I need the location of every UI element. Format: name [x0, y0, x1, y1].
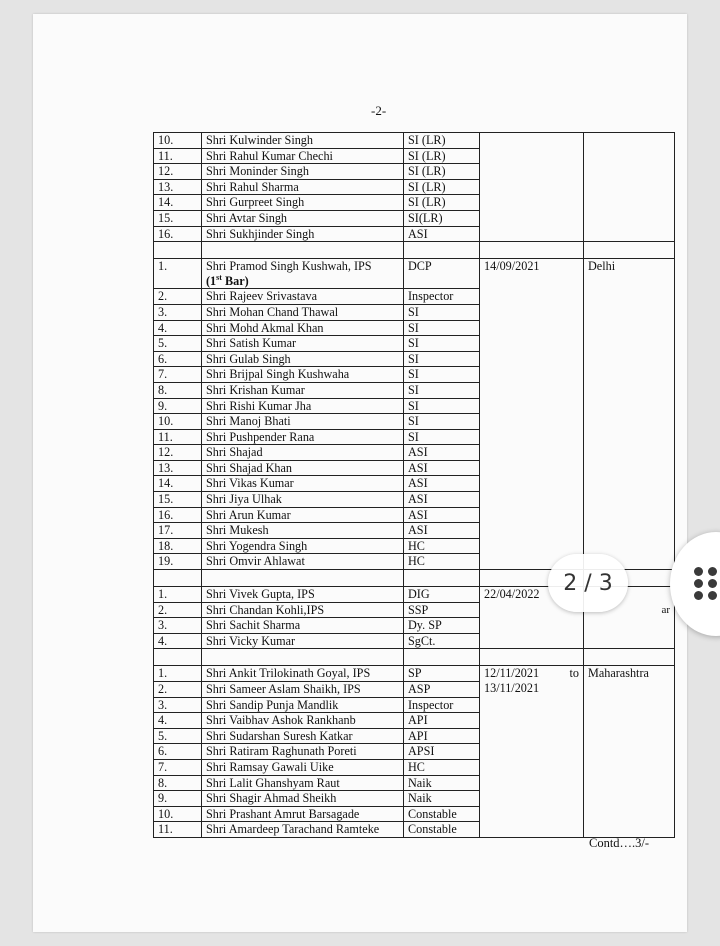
group-separator	[154, 649, 675, 666]
rank: SP	[404, 666, 480, 682]
rank: SI	[404, 351, 480, 367]
award-list-table	[153, 132, 675, 838]
person-name: Shri Satish Kumar	[202, 336, 404, 352]
table-row	[154, 133, 675, 149]
person-name: Shri Sukhjinder Singh	[202, 226, 404, 242]
rank: HC	[404, 554, 480, 570]
serial-number: 4.	[154, 633, 202, 649]
rank: API	[404, 713, 480, 729]
award-date	[480, 133, 584, 242]
rank: Inspector	[404, 697, 480, 713]
person-name: Shri Rishi Kumar Jha	[202, 398, 404, 414]
serial-number: 15.	[154, 210, 202, 226]
person-name: Shri Rajeev Srivastava	[202, 289, 404, 305]
person-name: Shri Yogendra Singh	[202, 538, 404, 554]
rank: ASI	[404, 476, 480, 492]
place-text: ar	[661, 603, 670, 616]
rank: SI (LR)	[404, 195, 480, 211]
person-name-line: Shri Pramod Singh Kushwah, IPS	[206, 259, 372, 274]
person-name: Shri Rahul Kumar Chechi	[202, 148, 404, 164]
bar-label: Bar)	[221, 273, 249, 288]
serial-number: 12.	[154, 445, 202, 461]
serial-number: 13.	[154, 460, 202, 476]
serial-number: 11.	[154, 148, 202, 164]
table-row	[154, 666, 675, 682]
rank: ASI	[404, 507, 480, 523]
rank: SI (LR)	[404, 179, 480, 195]
serial-number: 2.	[154, 602, 202, 618]
person-name: Shri Mohd Akmal Khan	[202, 320, 404, 336]
group-separator	[154, 242, 675, 259]
serial-number: 4.	[154, 320, 202, 336]
date-to: 13/11/2021	[484, 681, 540, 695]
continued-note: Contd….3/-	[589, 836, 650, 850]
rank: SI(LR)	[404, 210, 480, 226]
serial-number: 1.	[154, 587, 202, 603]
rank: ASI	[404, 226, 480, 242]
serial-number: 12.	[154, 164, 202, 180]
rank: SI	[404, 336, 480, 352]
serial-number: 16.	[154, 226, 202, 242]
rank: SI	[404, 429, 480, 445]
rank: SSP	[404, 602, 480, 618]
rank: Constable	[404, 806, 480, 822]
place-text: Maharashtra	[588, 666, 649, 681]
person-name: Shri Moninder Singh	[202, 164, 404, 180]
person-name: Shri Ratiram Raghunath Poreti	[202, 744, 404, 760]
person-name: Shri Gulab Singh	[202, 351, 404, 367]
page-number: -2-	[371, 103, 387, 118]
person-name: Shri Brijpal Singh Kushwaha	[202, 367, 404, 383]
rank: SI	[404, 414, 480, 430]
rank: Constable	[404, 822, 480, 838]
rank: SgCt.	[404, 633, 480, 649]
person-name: Shri Prashant Amrut Barsagade	[202, 806, 404, 822]
person-name: Shri Mukesh	[202, 523, 404, 539]
serial-number: 4.	[154, 713, 202, 729]
rank: Naik	[404, 775, 480, 791]
rank: SI	[404, 320, 480, 336]
person-name: Shri Sandip Punja Mandlik	[202, 697, 404, 713]
serial-number: 1.	[154, 666, 202, 682]
rank: SI (LR)	[404, 133, 480, 149]
date-from: 12/11/2021	[484, 666, 540, 681]
serial-number: 15.	[154, 492, 202, 508]
serial-number: 14.	[154, 195, 202, 211]
serial-number: 8.	[154, 382, 202, 398]
date-text: 22/04/2022	[484, 587, 540, 602]
serial-number: 1.	[154, 259, 202, 289]
person-name: Shri Shajad	[202, 445, 404, 461]
person-name: Shri Lalit Ghanshyam Raut	[202, 775, 404, 791]
person-name: Shri Shajad Khan	[202, 460, 404, 476]
serial-number: 11.	[154, 429, 202, 445]
serial-number: 13.	[154, 179, 202, 195]
person-name: Shri Manoj Bhati	[202, 414, 404, 430]
person-name: Shri Arun Kumar	[202, 507, 404, 523]
serial-number: 10.	[154, 133, 202, 149]
person-name: Shri Omvir Ahlawat	[202, 554, 404, 570]
serial-number: 18.	[154, 538, 202, 554]
person-name: Shri Ramsay Gawali Uike	[202, 759, 404, 775]
table-row	[154, 259, 675, 289]
serial-number: 7.	[154, 367, 202, 383]
serial-number: 6.	[154, 744, 202, 760]
person-name: Shri Amardeep Tarachand Ramteke	[202, 822, 404, 838]
place	[584, 259, 675, 570]
serial-number: 9.	[154, 398, 202, 414]
place	[584, 666, 675, 838]
rank: ASI	[404, 523, 480, 539]
person-name: Shri Pushpender Rana	[202, 429, 404, 445]
serial-number: 3.	[154, 618, 202, 634]
rank: ASI	[404, 492, 480, 508]
award-date	[480, 666, 584, 838]
person-name: Shri Jiya Ulhak	[202, 492, 404, 508]
serial-number: 7.	[154, 759, 202, 775]
serial-number: 2.	[154, 682, 202, 698]
person-name: Shri Vicky Kumar	[202, 633, 404, 649]
serial-number: 2.	[154, 289, 202, 305]
person-name: Shri Rahul Sharma	[202, 179, 404, 195]
serial-number: 16.	[154, 507, 202, 523]
rank: SI	[404, 398, 480, 414]
rank: SI	[404, 367, 480, 383]
rank: SI	[404, 304, 480, 320]
place-text: Delhi	[588, 259, 616, 274]
serial-number: 14.	[154, 476, 202, 492]
rank: ASI	[404, 445, 480, 461]
person-name: Shri Vikas Kumar	[202, 476, 404, 492]
serial-number: 3.	[154, 697, 202, 713]
serial-number: 10.	[154, 414, 202, 430]
rank: ASI	[404, 460, 480, 476]
date-text: 14/09/2021	[484, 259, 540, 274]
person-name: Shri Vivek Gupta, IPS	[202, 587, 404, 603]
award-date	[480, 259, 584, 570]
serial-number: 3.	[154, 304, 202, 320]
rank: DIG	[404, 587, 480, 603]
serial-number: 5.	[154, 728, 202, 744]
more-dots-icon	[694, 567, 718, 601]
rank: SI	[404, 382, 480, 398]
ordinal-suffix: st	[216, 272, 222, 282]
serial-number: 9.	[154, 791, 202, 807]
serial-number: 5.	[154, 336, 202, 352]
person-name: Shri Sudarshan Suresh Katkar	[202, 728, 404, 744]
serial-number: 6.	[154, 351, 202, 367]
serial-number: 17.	[154, 523, 202, 539]
rank: HC	[404, 759, 480, 775]
rank: API	[404, 728, 480, 744]
person-name: Shri Vaibhav Ashok Rankhanb	[202, 713, 404, 729]
rank: SI (LR)	[404, 164, 480, 180]
person-name: Shri Mohan Chand Thawal	[202, 304, 404, 320]
rank: ASP	[404, 682, 480, 698]
person-name: Shri Shagir Ahmad Sheikh	[202, 791, 404, 807]
person-name: Shri Gurpreet Singh	[202, 195, 404, 211]
serial-number: 11.	[154, 822, 202, 838]
person-name: Shri Avtar Singh	[202, 210, 404, 226]
rank: Inspector	[404, 289, 480, 305]
place	[584, 133, 675, 242]
person-name: Shri Krishan Kumar	[202, 382, 404, 398]
rank: Dy. SP	[404, 618, 480, 634]
person-name: Shri Sameer Aslam Shaikh, IPS	[202, 682, 404, 698]
rank: Naik	[404, 791, 480, 807]
rank: SI (LR)	[404, 148, 480, 164]
page-indicator: 2 / 3	[548, 554, 628, 612]
rank: APSI	[404, 744, 480, 760]
rank: HC	[404, 538, 480, 554]
serial-number: 10.	[154, 806, 202, 822]
date-to-word: to	[569, 666, 579, 681]
rank: DCP	[404, 259, 480, 289]
person-name: Shri Kulwinder Singh	[202, 133, 404, 149]
person-name	[202, 259, 404, 289]
serial-number: 8.	[154, 775, 202, 791]
person-name: Shri Chandan Kohli,IPS	[202, 602, 404, 618]
person-name: Shri Sachit Sharma	[202, 618, 404, 634]
serial-number: 19.	[154, 554, 202, 570]
person-name: Shri Ankit Trilokinath Goyal, IPS	[202, 666, 404, 682]
bar-note: (1st Bar)	[206, 272, 249, 288]
